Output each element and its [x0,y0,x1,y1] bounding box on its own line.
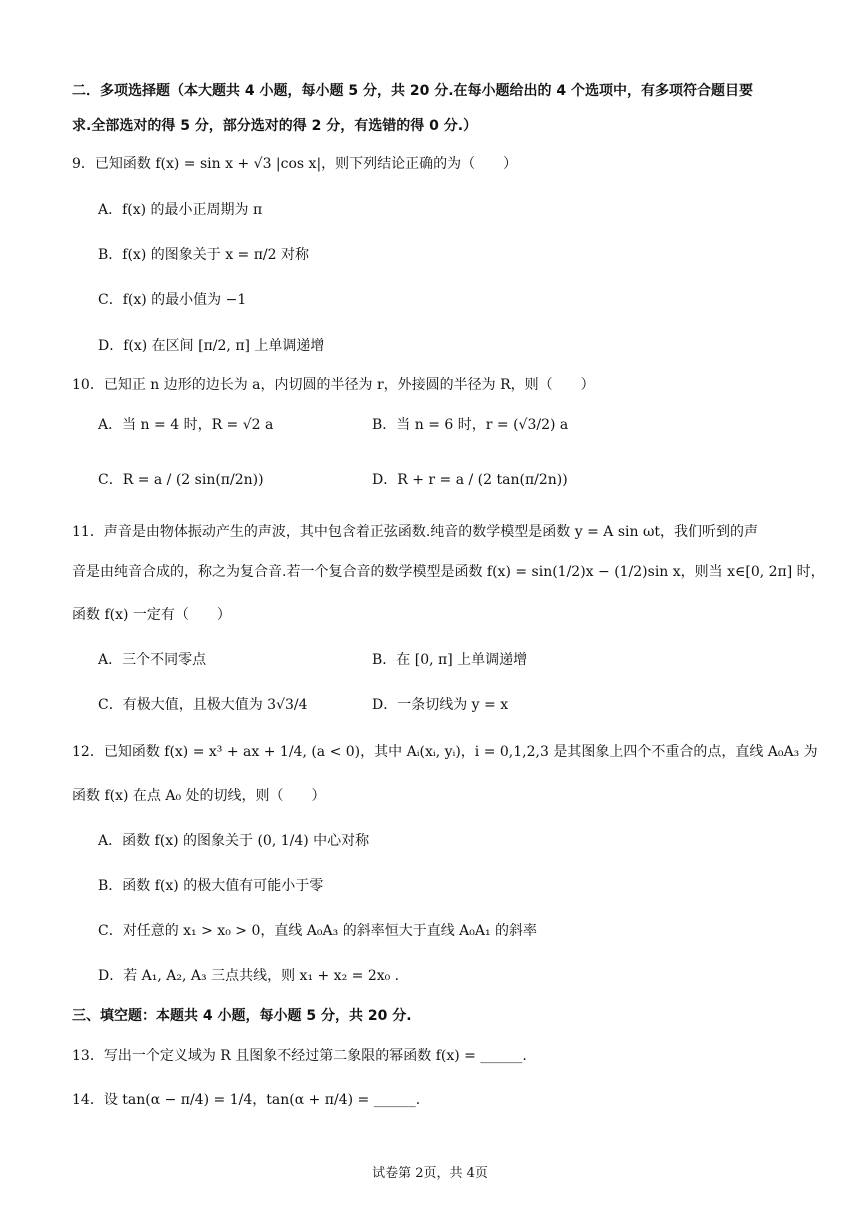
q11-option-b: B．在 [0, π] 上单调递增 [372,652,528,668]
q11-stem-line1: 11．声音是由物体振动产生的声波，其中包含着正弦函数.纯音的数学模型是函数 y = A sin ωt，我们听到的声 [72,524,758,540]
q10-option-c: C．R = a / (2 sin(π/2n)) [98,472,264,488]
q11-option-a: A．三个不同零点 [98,652,207,668]
q9-option-b: B．f(x) 的图象关于 x = π/2 对称 [98,247,309,263]
q12-stem-line1: 12．已知函数 f(x) = x³ + ax + 1/4, (a < 0)，其中 Aᵢ(xᵢ, yᵢ)，i = 0,1,2,3 是其图象上四个不重合的点，直线 A₀A₃ 为 [72,744,818,760]
q11-option-d: D．一条切线为 y = x [372,697,509,713]
q12-option-d: D．若 A₁, A₂, A₃ 三点共线，则 x₁ + x₂ = 2x₀ . [98,968,400,984]
q12-option-a: A．函数 f(x) 的图象关于 (0, 1/4) 中心对称 [98,833,370,849]
q10-option-a: A．当 n = 4 时，R = √2 a [98,417,274,433]
section2-heading-line1: 二．多项选择题（本大题共 4 小题，每小题 5 分，共 20 分.在每小题给出的 4 个选项中，有多项符合题目要 [72,83,754,99]
section2-heading-line2: 求.全部选对的得 5 分，部分选对的得 2 分，有选错的得 0 分.） [72,118,478,134]
q14-stem: 14．设 tan(α − π/4) = 1/4，tan(α + π/4) = ______. [72,1092,421,1108]
q11-stem-line3: 函数 f(x) 一定有（ ） [72,607,231,623]
q9-option-c: C．f(x) 的最小值为 −1 [98,292,247,308]
q11-stem-line2: 音是由纯音合成的，称之为复合音.若一个复合音的数学模型是函数 f(x) = sin(1/2)x − (1/2)sin x，则当 x∈[0, 2π] 时， [72,564,825,580]
q13-stem: 13．写出一个定义域为 R 且图象不经过第二象限的幂函数 f(x) = ______. [72,1048,527,1064]
q12-option-b: B．函数 f(x) 的极大值有可能小于零 [98,878,324,894]
q10-option-d: D．R + r = a / (2 tan(π/2n)) [372,472,568,488]
q10-stem: 10．已知正 n 边形的边长为 a，内切圆的半径为 r，外接圆的半径为 R，则（ ） [72,377,595,393]
q10-option-b: B．当 n = 6 时，r = (√3/2) a [372,417,569,433]
q12-option-c: C．对任意的 x₁ > x₀ > 0，直线 A₀A₃ 的斜率恒大于直线 A₀A₁ 的斜率 [98,923,538,939]
section3-heading: 三、填空题：本题共 4 小题，每小题 5 分，共 20 分. [72,1008,412,1024]
q9-option-d: D．f(x) 在区间 [π/2, π] 上单调递增 [98,338,325,354]
q9-option-a: A．f(x) 的最小正周期为 π [98,202,263,218]
q12-stem-line2: 函数 f(x) 在点 A₀ 处的切线，则（ ） [72,788,326,804]
q11-option-c: C．有极大值，且极大值为 3√3/4 [98,697,308,713]
page-footer: 试卷第 2页，共 4页 [372,1166,488,1181]
q9-stem: 9．已知函数 f(x) = sin x + √3 |cos x|，则下列结论正确的为（ ） [72,156,518,172]
